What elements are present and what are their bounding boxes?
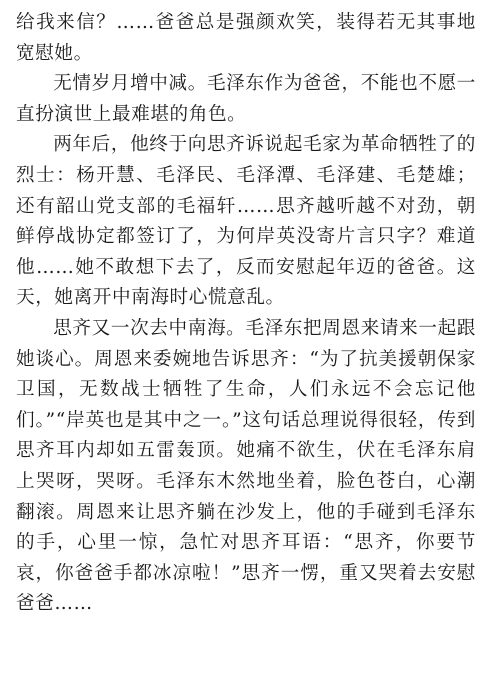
paragraph-4: 思齐又一次去中南海。毛泽东把周恩来请来一起跟她谈心。周恩来委婉地告诉思齐：“为了抗美援朝保家卫国，无数战士牺牲了生命，人们永远不会忘记他们。”“岸英也是其中之一。”这句话总理说得很轻，传到思齐耳内却如五雷轰顶。她痛不欲生，伏在毛泽东肩上哭呀，哭呀。毛泽东木然地坐着，脸色苍白，心潮翻滚。周恩来让思齐躺在沙发上，他的手碰到毛泽东的手，心里一惊，急忙对思齐耳语：“思齐，你要节哀，你爸爸手都冰凉啦！”思齐一愣，重又哭着去安慰爸爸…… [16,317,476,615]
paragraph-1: 给我来信？……爸爸总是强颜欢笑，装得若无其事地宽慰她。 [16,12,476,64]
paragraph-3: 两年后，他终于向思齐诉说起毛家为革命牺牲了的烈士：杨开慧、毛泽民、毛泽潭、毛泽建、毛楚雄；还有韶山党支部的毛福轩……思齐越听越不对劲，朝鲜停战协定都签订了，为何岸英没寄片言只字？难道他……她不敢想下去了，反而安慰起年迈的爸爸。这天，她离开中南海时心慌意乱。 [16,134,476,309]
document-page [16,8,476,620]
paragraph-2: 无情岁月增中减。毛泽东作为爸爸，不能也不愿一直扮演世上最难堪的角色。 [16,73,476,125]
